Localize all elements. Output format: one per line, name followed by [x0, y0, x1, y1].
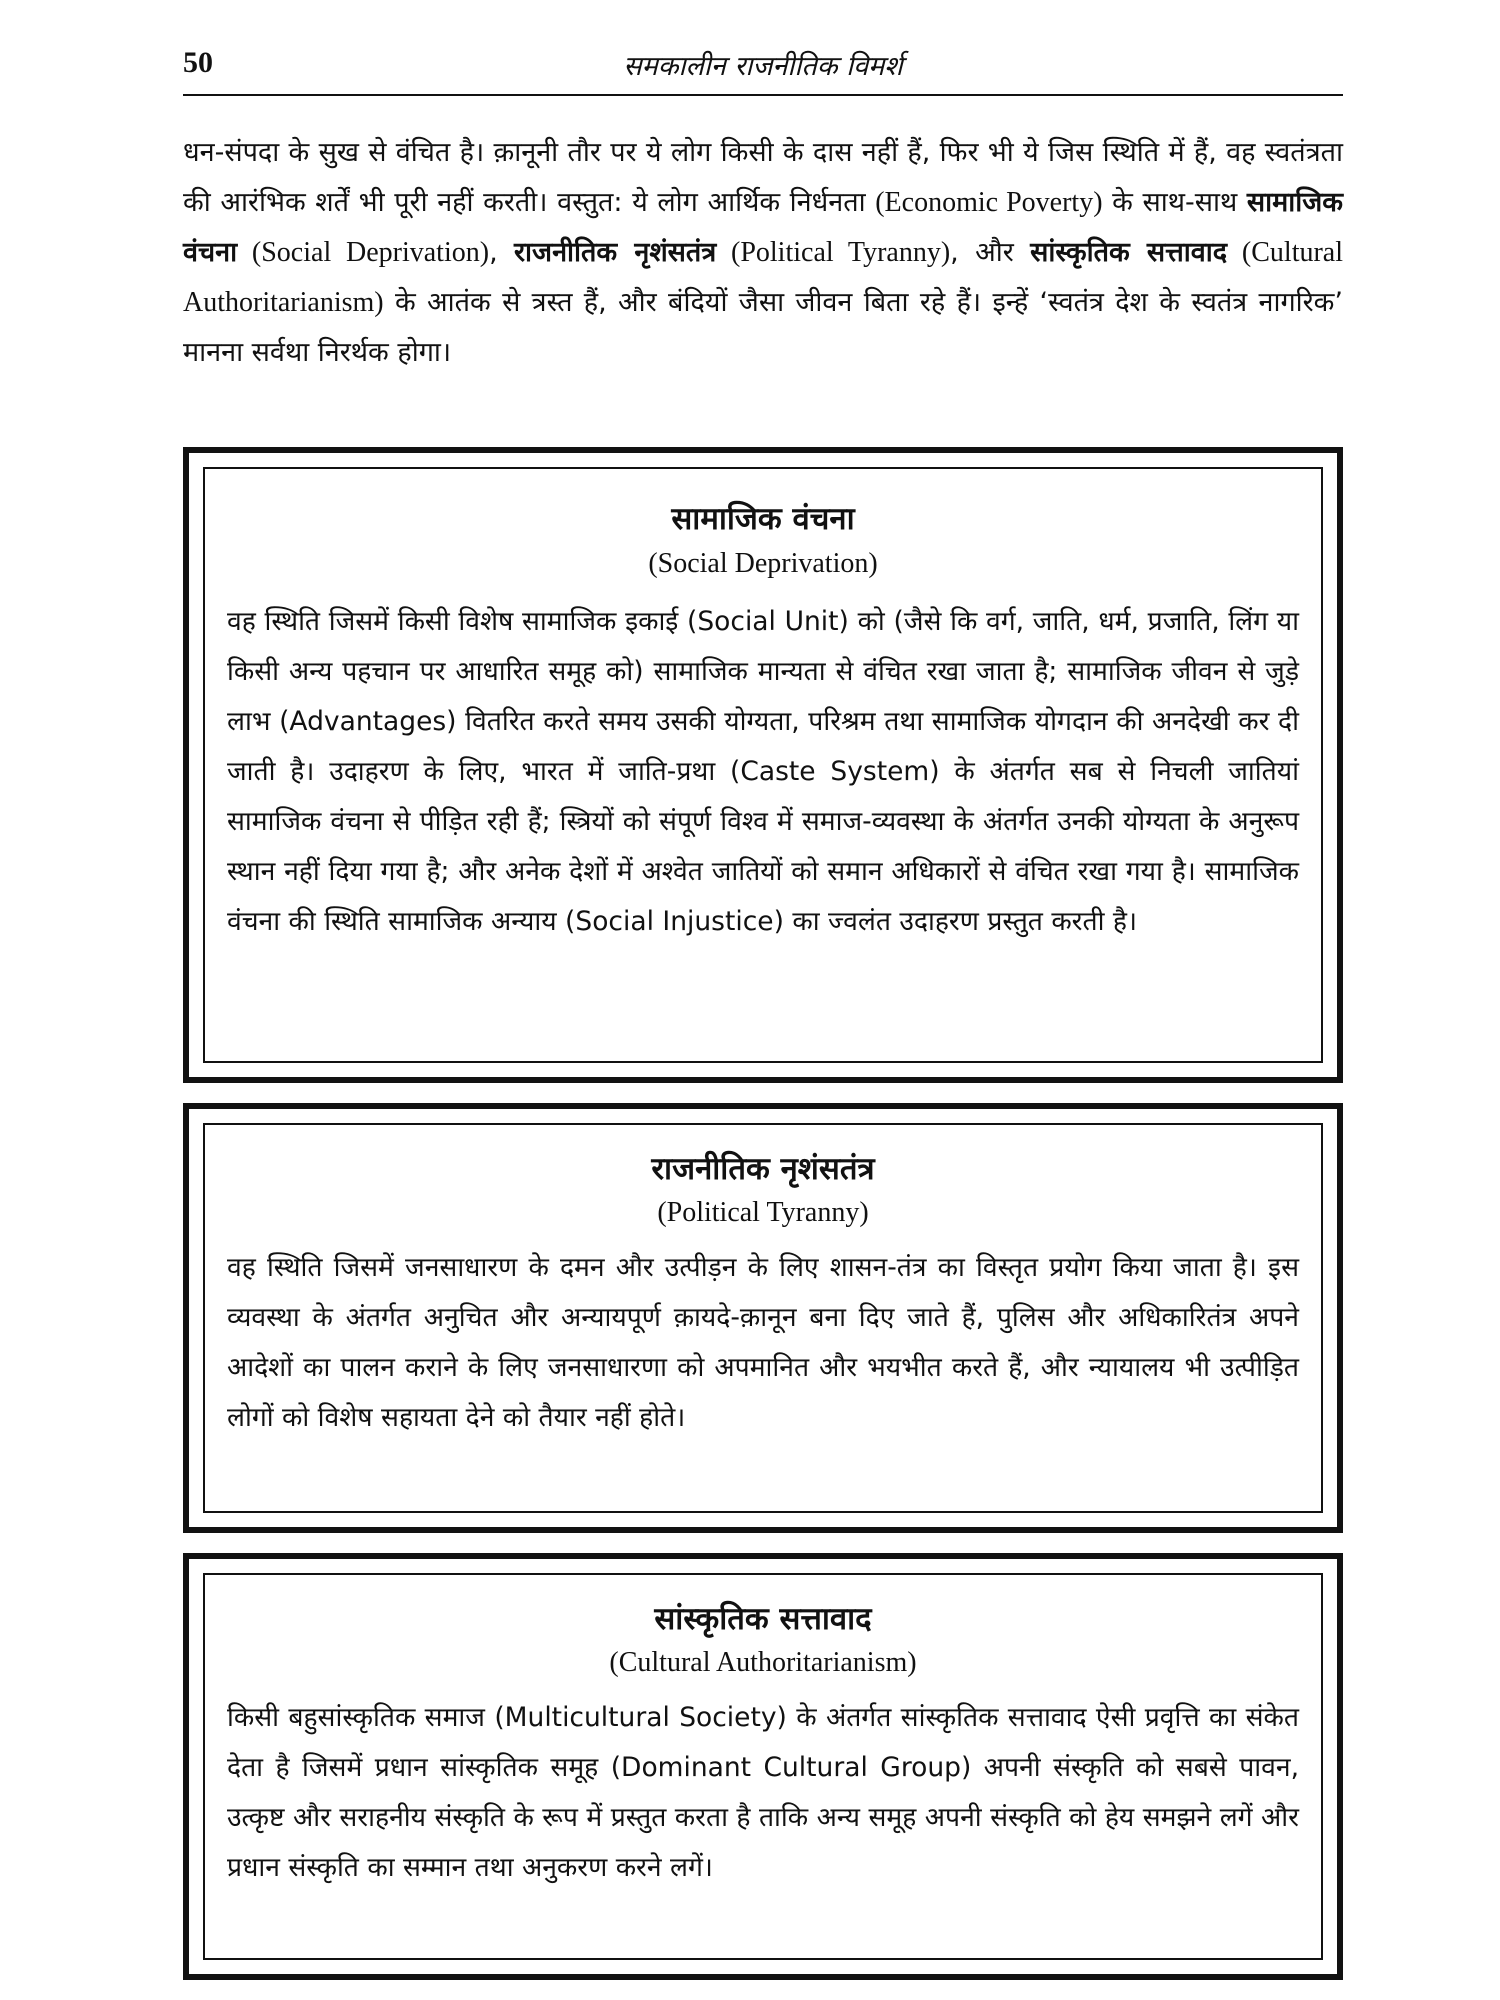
box-title: राजनीतिक नृशंसतंत्र — [651, 1151, 875, 1187]
intro-bold-social-deprivation: सामाजिक वंचना — [183, 187, 1343, 268]
intro-paragraph — [183, 128, 1343, 378]
intro-term-cultural-authoritarianism: (Cultural Authoritarianism) — [183, 237, 1344, 318]
box-subtitle: (Political Tyranny) — [657, 1197, 869, 1228]
intro-term-economic-poverty: (Economic Poverty) — [875, 187, 1103, 218]
intro-text-5: के आतंक से त्रस्त हैं, और बंदियों जैसा जीवन बिता रहे हैं। इन्हें ‘स्वतंत्र देश के स्वतंत्र नागरिक’ मानना सर्वथा निरर्थक होगा। — [183, 287, 1343, 368]
intro-term-social-deprivation: (Social Deprivation) — [237, 237, 490, 268]
box-subtitle: (Cultural Authoritarianism) — [609, 1647, 917, 1678]
box-title: सामाजिक वंचना — [671, 501, 855, 537]
intro-text-4: , और — [950, 237, 1031, 268]
definition-box-political-tyranny — [183, 1103, 1343, 1533]
definition-box-inner — [203, 1123, 1323, 1513]
intro-bold-cultural-authoritarianism: सांस्कृतिक सत्तावाद — [1030, 237, 1228, 268]
box-body: किसी बहुसांस्कृतिक समाज (Multicultural Society) के अंतर्गत सांस्कृतिक सत्तावाद ऐसी प्रवृत्ति का संकेत देता है जिसमें प्रधान सांस्कृतिक समूह (Dominant Cultural Group) अपनी संस्कृति को सबसे पावन, उत्कृष्ट और सराहनीय संस्कृति के रूप में प्रस्तुत करता है ताकि अन्य समूह अपनी संस्कृति को हेय समझने लगें और प्रधान संस्कृति का सम्मान तथा अनुकरण करने लगें। — [227, 1702, 1299, 1883]
book-title: समकालीन राजनीतिक विमर्श — [623, 51, 903, 82]
intro-text-2: के साथ-साथ — [1102, 187, 1247, 218]
definition-box-social-deprivation — [183, 447, 1343, 1083]
definition-box-cultural-authoritarianism — [183, 1553, 1343, 1980]
intro-bold-political-tyranny: राजनीतिक नृशंसतंत्र — [514, 237, 717, 268]
intro-term-political-tyranny: (Political Tyranny) — [716, 237, 951, 268]
intro-text-1: धन-संपदा के सुख से वंचित है। क़ानूनी तौर पर ये लोग किसी के दास नहीं हैं, फिर भी ये जिस स्थिति में हैं, वह स्वतंत्रता की आरंभिक शर्तें भी पूरी नहीं करती। वस्तुत: ये लोग आर्थिक निर्धनता — [183, 137, 1343, 218]
box-body: वह स्थिति जिसमें जनसाधारण के दमन और उत्पीड़न के लिए शासन-तंत्र का विस्तृत प्रयोग किया जाता है। इस व्यवस्था के अंतर्गत अनुचित और अन्यायपूर्ण क़ायदे-क़ानून बना दिए जाते हैं, पुलिस और अधिकारितंत्र अपने आदेशों का पालन कराने के लिए जनसाधारणा को अपमानित और भयभीत करते हैं, और न्यायालय भी उत्पीड़ित लोगों को विशेष सहायता देने को तैयार नहीं होते। — [227, 1252, 1299, 1433]
definition-box-inner — [203, 467, 1323, 1063]
intro-text-3: , — [489, 237, 514, 268]
box-body: वह स्थिति जिसमें किसी विशेष सामाजिक इकाई (Social Unit) को (जैसे कि वर्ग, जाति, धर्म, प्रजाति, लिंग या किसी अन्य पहचान पर आधारित समूह को) सामाजिक मान्यता से वंचित रखा जाता है; सामाजिक जीवन से जुड़े लाभ (Advantages) वितरित करते समय उसकी योग्यता, परिश्रम तथा सामाजिक योगदान की अनदेखी कर दी जाती है। उदाहरण के लिए, भारत में जाति-प्रथा (Caste System) के अंतर्गत सब से निचली जातियां सामाजिक वंचना से पीड़ित रही हैं; स्त्रियों को संपूर्ण विश्व में समाज-व्यवस्था के अंतर्गत उनकी योग्यता के अनुरूप स्थान नहीं दिया गया है; और अनेक देशों में अश्वेत जातियों को समान अधिकारों से वंचित रखा गया है। सामाजिक वंचना की स्थिति सामाजिक अन्याय (Social Injustice) का ज्वलंत उदाहरण प्रस्तुत करती है। — [227, 606, 1299, 937]
definition-box-inner — [203, 1573, 1323, 1960]
box-title: सांस्कृतिक सत्तावाद — [654, 1601, 872, 1637]
box-subtitle: (Social Deprivation) — [648, 548, 878, 579]
page-number: 50 — [183, 46, 213, 79]
running-header — [183, 44, 1343, 96]
